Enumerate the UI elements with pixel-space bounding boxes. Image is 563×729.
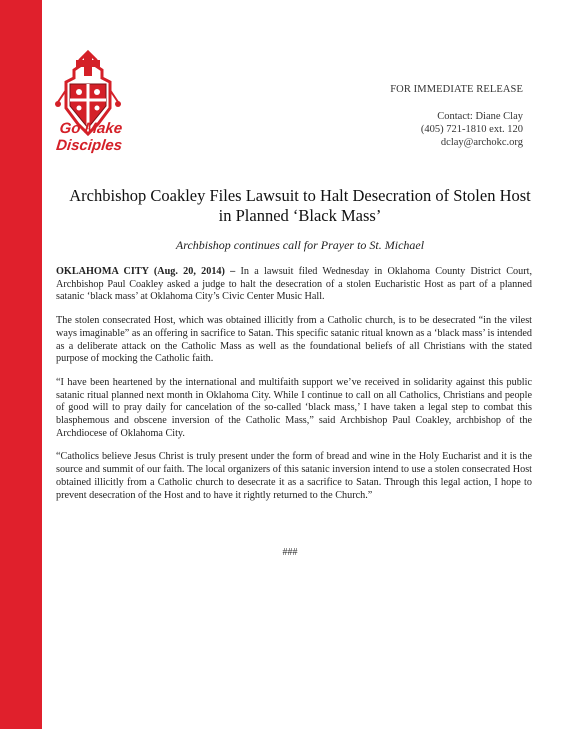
press-release-title [60, 186, 540, 226]
release-label: FOR IMMEDIATE RELEASE [390, 84, 523, 95]
logo-motto [50, 120, 130, 154]
contact-email[interactable]: dclay@archokc.org [440, 137, 523, 148]
title-line-2: in Planned ‘Black Mass’ [218, 206, 382, 225]
body-paragraph: The stolen consecrated Host, which was obtained illicitly from a Catholic church, is to be desecrated “in the vilest ways imaginable” as an offering in sacrifice to Satan. This specific satanic ritual known as a ‘black mass’ is intended as a deliberate attack on the Catholic Mass as well as the foundational beliefs of all Christians with the stated purpose of mocking the Catholic faith. [56, 315, 532, 365]
body-paragraph: OKLAHOMA CITY (Aug. 20, 2014) – In a lawsuit filed Wednesday in Oklahoma County District Court, Archbishop Paul Coakley asked a judge to halt the desecration of a stolen Eucharistic Host as part of a planned satanic ‘black mass’ at Oklahoma City’s Civic Center Music Hall. [56, 266, 533, 303]
title-line-1: Archbishop Coakley Files Lawsuit to Halt Desecration of Stolen Host [69, 186, 531, 205]
logo-motto-line2: Disciples [55, 137, 123, 154]
press-release-body [56, 266, 532, 513]
contact-block [421, 110, 523, 149]
body-paragraph: “I have been heartened by the international and multifaith support we’ve received in solidarity against this public satanic ritual planned next month in Oklahoma City. While I continue to call on all Catholics, Christians and people of good will to pray daily for cancelation of the so-called ‘black mass,’ I have taken a legal step to combat this blasphemous and obscene inversion of the Catholic Mass,” said Archbishop Paul Coakley, archbishop of the Archdiocese of Oklahoma City. [56, 376, 532, 439]
dateline: OKLAHOMA CITY (Aug. 20, 2014) – [56, 266, 236, 277]
press-release-subtitle: Archbishop continues call for Prayer to St. Michael [175, 238, 425, 252]
contact-phone: (405) 721-1810 ext. 120 [420, 124, 523, 135]
end-mark: ### [282, 547, 298, 558]
logo-motto-line1: Go Make [58, 120, 124, 137]
contact-name: Contact: Diane Clay [437, 111, 523, 122]
body-paragraph: “Catholics believe Jesus Christ is truly present under the form of bread and wine in the Holy Eucharist and it is the source and summit of our faith. The local organizers of this satanic inversion intend to use a stolen consecrated Host obtained illicitly from a Catholic church to desecrate it as a sacrifice to Satan. Through this legal action, I hope to prevent desecration of the Host and to have it rightly returned to the Church.” [56, 451, 532, 501]
red-side-bar [0, 0, 42, 729]
